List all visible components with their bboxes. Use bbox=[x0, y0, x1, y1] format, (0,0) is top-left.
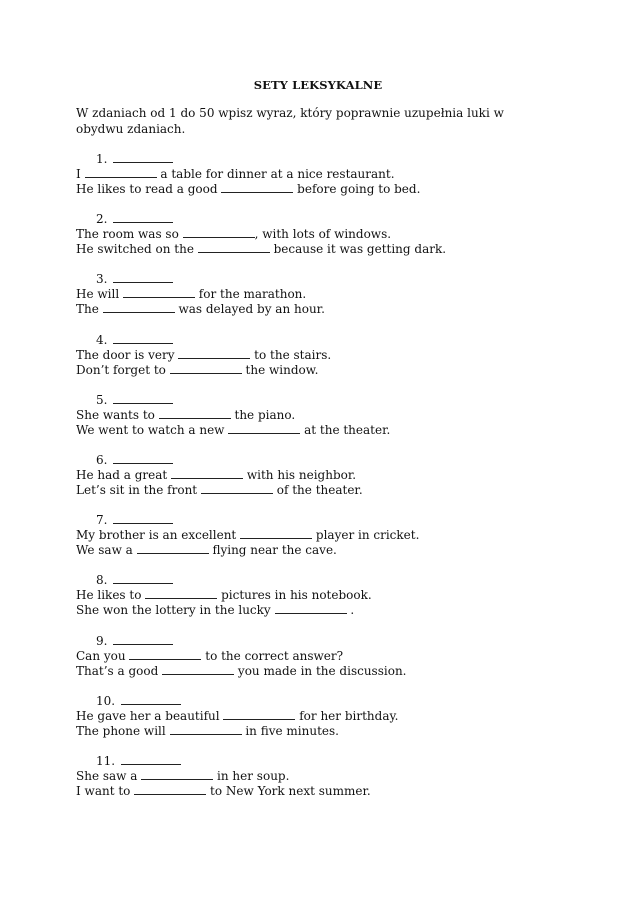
sentence-line bbox=[76, 588, 546, 603]
sentence-text-after: . bbox=[346, 603, 355, 618]
sentence-gap[interactable] bbox=[223, 709, 295, 720]
exercise-number-row bbox=[76, 393, 546, 408]
sentence-text-after: a table for dinner at a nice restaurant. bbox=[156, 167, 395, 181]
sentence-line bbox=[76, 769, 546, 784]
exercise-number-row bbox=[76, 573, 546, 588]
exercise-item bbox=[76, 333, 546, 378]
exercise-number: 9. bbox=[96, 633, 108, 648]
sentence-line bbox=[76, 543, 546, 558]
exercise-item bbox=[76, 634, 546, 679]
sentence-text-after: at the theater. bbox=[300, 422, 391, 437]
sentence-line bbox=[76, 784, 546, 799]
exercise-item bbox=[76, 453, 546, 498]
exercise-number: 1. bbox=[96, 152, 108, 166]
sentence-text-before: Can you bbox=[76, 648, 130, 663]
exercise-item bbox=[76, 152, 546, 197]
exercise-item bbox=[76, 212, 546, 257]
exercise-item bbox=[76, 513, 546, 558]
exercise-number-row bbox=[76, 333, 546, 348]
sentence-gap[interactable] bbox=[103, 302, 175, 313]
exercise-number-row bbox=[76, 152, 546, 167]
exercise-number: 2. bbox=[96, 212, 108, 227]
sentence-line bbox=[76, 724, 546, 739]
sentence-text-before: My brother is an excellent bbox=[76, 528, 241, 543]
sentence-gap[interactable] bbox=[170, 363, 242, 374]
sentence-text-before: That’s a good bbox=[76, 663, 163, 678]
sentence-gap[interactable] bbox=[171, 468, 243, 479]
sentence-line bbox=[76, 603, 546, 618]
sentence-text-before: The phone will bbox=[76, 723, 170, 738]
sentence-text-before: She wants to bbox=[76, 407, 159, 422]
sentence-line bbox=[76, 709, 546, 724]
sentence-line bbox=[76, 528, 546, 543]
sentence-text-before: The room was so bbox=[76, 227, 183, 242]
sentence-gap[interactable] bbox=[183, 227, 255, 238]
sentence-text-after: the piano. bbox=[230, 407, 296, 422]
sentence-text-before: I want to bbox=[76, 784, 135, 798]
exercise-number: 8. bbox=[96, 573, 108, 588]
exercise-item bbox=[76, 393, 546, 438]
sentence-text-before: He gave her a beautiful bbox=[76, 708, 224, 723]
answer-blank[interactable] bbox=[113, 152, 173, 163]
sentence-line bbox=[76, 302, 546, 317]
sentence-text-before: He switched on the bbox=[76, 242, 198, 257]
sentence-gap[interactable] bbox=[123, 287, 195, 298]
sentence-text-before: He likes to read a good bbox=[76, 182, 222, 196]
sentence-text-after: of the theater. bbox=[272, 483, 363, 497]
sentence-line bbox=[76, 167, 546, 182]
exercise-number-row bbox=[76, 754, 546, 769]
sentence-gap[interactable] bbox=[141, 769, 213, 780]
sentence-gap[interactable] bbox=[159, 408, 231, 419]
sentence-line bbox=[76, 182, 546, 197]
exercise-number: 11. bbox=[96, 754, 116, 768]
exercise-number: 10. bbox=[96, 693, 116, 708]
sentence-gap[interactable] bbox=[240, 528, 312, 539]
sentence-gap[interactable] bbox=[228, 423, 300, 434]
exercise-item bbox=[76, 694, 546, 739]
answer-blank[interactable] bbox=[113, 453, 173, 464]
exercise-number-row bbox=[76, 453, 546, 468]
exercise-number-row bbox=[76, 634, 546, 649]
sentence-gap[interactable] bbox=[134, 784, 206, 795]
sentence-gap[interactable] bbox=[201, 483, 273, 494]
sentence-text-before: We saw a bbox=[76, 543, 137, 558]
sentence-line bbox=[76, 227, 546, 242]
sentence-text-after: was delayed by an hour. bbox=[174, 302, 325, 317]
sentence-text-after: pictures in his notebook. bbox=[217, 588, 372, 603]
answer-blank[interactable] bbox=[121, 694, 181, 705]
sentence-line bbox=[76, 423, 546, 438]
sentence-gap[interactable] bbox=[178, 348, 250, 359]
exercise-number: 4. bbox=[96, 332, 108, 347]
answer-blank[interactable] bbox=[113, 634, 173, 645]
instruction-text: W zdaniach od 1 do 50 wpisz wyraz, który poprawnie uzupełnia luki w obydwu zdaniach. bbox=[76, 106, 504, 136]
sentence-text-before: Don’t forget to bbox=[76, 362, 170, 377]
exercise-number: 6. bbox=[96, 453, 108, 467]
answer-blank[interactable] bbox=[113, 513, 173, 524]
sentence-line bbox=[76, 363, 546, 378]
answer-blank[interactable] bbox=[113, 333, 173, 344]
sentence-text-before: I bbox=[76, 167, 85, 181]
sentence-text-before: He will bbox=[76, 287, 123, 302]
sentence-text-before: He had a great bbox=[76, 468, 172, 482]
sentence-gap[interactable] bbox=[275, 603, 347, 614]
sentence-text-after: the window. bbox=[241, 362, 319, 377]
sentence-line bbox=[76, 483, 546, 498]
sentence-gap[interactable] bbox=[221, 182, 293, 193]
sentence-text-after: in five minutes. bbox=[241, 723, 339, 738]
sentence-text-before: He likes to bbox=[76, 588, 146, 603]
sentence-text-after: flying near the cave. bbox=[208, 543, 337, 558]
sentence-text-after: you made in the discussion. bbox=[234, 663, 407, 678]
sentence-line bbox=[76, 408, 546, 423]
exercise-item bbox=[76, 573, 546, 618]
sentence-text-before: Let’s sit in the front bbox=[76, 483, 201, 497]
sentence-text-after: for her birthday. bbox=[295, 708, 399, 723]
answer-blank[interactable] bbox=[113, 212, 173, 223]
exercise-number-row bbox=[76, 272, 546, 287]
sentence-line bbox=[76, 242, 546, 257]
sentence-gap[interactable] bbox=[170, 724, 242, 735]
sentence-text-after: because it was getting dark. bbox=[269, 242, 447, 257]
sentence-text-after: with his neighbor. bbox=[243, 468, 357, 482]
sentence-gap[interactable] bbox=[198, 242, 270, 253]
sentence-text-after: to the correct answer? bbox=[201, 648, 344, 663]
sentence-gap[interactable] bbox=[162, 664, 234, 675]
answer-blank[interactable] bbox=[121, 754, 181, 765]
exercise-item bbox=[76, 754, 546, 799]
exercise-item bbox=[76, 272, 546, 317]
sentence-text-after: , with lots of windows. bbox=[254, 227, 392, 242]
exercise-number: 5. bbox=[96, 392, 108, 407]
sentence-text-after: in her soup. bbox=[213, 769, 290, 783]
sentence-text-before: We went to watch a new bbox=[76, 422, 229, 437]
sentence-line bbox=[76, 348, 546, 363]
sentence-text-before: She won the lottery in the lucky bbox=[76, 603, 275, 618]
sentence-text-after: to New York next summer. bbox=[206, 784, 371, 798]
page-title: SETY LEKSYKALNE bbox=[253, 78, 383, 92]
sentence-text-after: for the marathon. bbox=[194, 287, 307, 302]
exercise-number: 3. bbox=[96, 272, 108, 287]
sentence-text-before: The bbox=[76, 302, 103, 317]
sentence-line bbox=[76, 287, 546, 302]
exercise-number-row bbox=[76, 212, 546, 227]
sentence-text-after: before going to bed. bbox=[293, 182, 421, 196]
sentence-gap[interactable] bbox=[137, 543, 209, 554]
exercise-number-row bbox=[76, 694, 546, 709]
sentence-gap[interactable] bbox=[85, 167, 157, 178]
sentence-text-after: player in cricket. bbox=[312, 528, 420, 543]
sentence-gap[interactable] bbox=[145, 588, 217, 599]
answer-blank[interactable] bbox=[113, 272, 173, 283]
answer-blank[interactable] bbox=[113, 393, 173, 404]
sentence-line bbox=[76, 649, 546, 664]
answer-blank[interactable] bbox=[113, 573, 173, 584]
exercise-number-row bbox=[76, 513, 546, 528]
sentence-text-before: She saw a bbox=[76, 769, 142, 783]
sentence-text-after: to the stairs. bbox=[250, 347, 332, 362]
sentence-gap[interactable] bbox=[129, 649, 201, 660]
sentence-line bbox=[76, 468, 546, 483]
exercise-number: 7. bbox=[96, 513, 108, 528]
sentence-text-before: The door is very bbox=[76, 347, 179, 362]
sentence-line bbox=[76, 664, 546, 679]
